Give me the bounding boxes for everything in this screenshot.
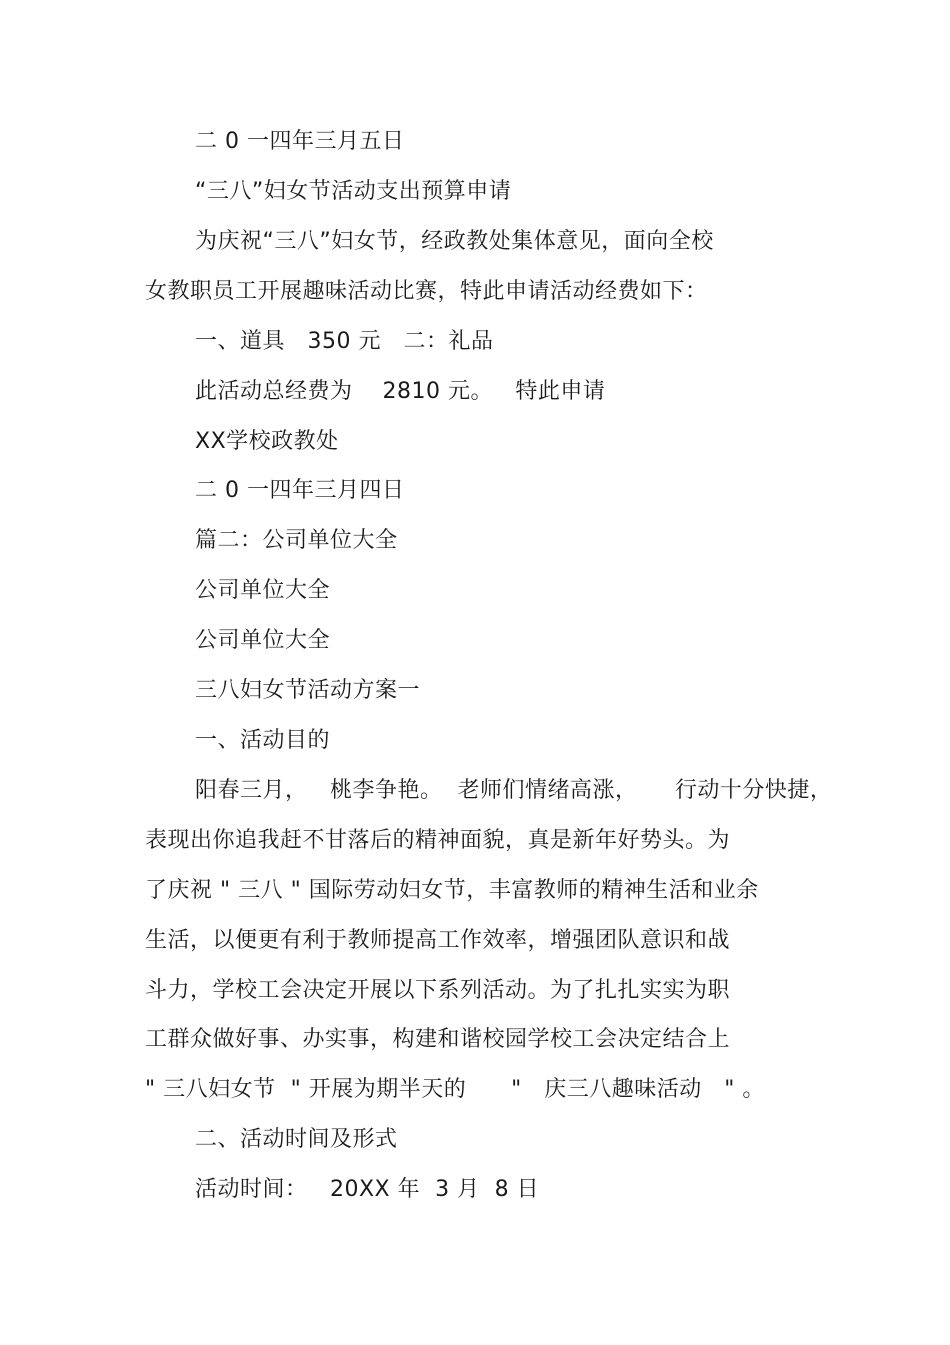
paragraph-line: 生活，以便更有利于教师提高工作效率，增强团队意识和战 (145, 928, 731, 953)
plan-heading-time: 二、活动时间及形式 (195, 1127, 398, 1152)
paragraph-line: 斗力，学校工会决定开展以下系列活动。为了扎扎实实为职 (145, 978, 731, 1003)
paragraph-line: 表现出你追我赶不甘落后的精神面貌，真是新年好势头。为 (145, 828, 731, 853)
paragraph-line: 了庆祝 " 三八 " 国际劳动妇女节，丰富教师的精神生活和业余 (145, 878, 759, 903)
date-line-1: 二 0 一四年三月五日 (195, 129, 405, 154)
section-heading: 篇二：公司单位大全 (195, 528, 398, 553)
plan-heading-purpose: 一、活动目的 (195, 728, 331, 753)
budget-items-line: 一、道具 350 元 二：礼品 (195, 329, 494, 354)
section-subheading: 公司单位大全 (195, 578, 331, 603)
paragraph-line: 工群众做好事、办实事，构建和谐校园学校工会决定结合上 (145, 1027, 731, 1052)
signature-department: XX学校政教处 (195, 429, 339, 454)
paragraph-line: " 三八妇女节 " 开展为期半天的 " 庆三八趣味活动 " 。 (145, 1077, 765, 1102)
activity-time-line: 活动时间： 20XX 年 3 月 8 日 (195, 1177, 540, 1202)
paragraph-line: 阳春三月， 桃李争艳。 老师们情绪高涨， 行动十分快捷， (195, 778, 833, 803)
date-line-2: 二 0 一四年三月四日 (195, 478, 405, 503)
paragraph-line: 为庆祝“三八”妇女节，经政教处集体意见，面向全校 (195, 229, 714, 254)
section-subheading: 公司单位大全 (195, 628, 331, 653)
budget-total-line: 此活动总经费为 2810 元。 特此申请 (195, 379, 606, 404)
budget-title: “三八”妇女节活动支出预算申请 (195, 179, 512, 204)
paragraph-line: 女教职员工开展趣味活动比赛，特此申请活动经费如下： (145, 279, 708, 304)
plan-title: 三八妇女节活动方案一 (195, 678, 421, 703)
